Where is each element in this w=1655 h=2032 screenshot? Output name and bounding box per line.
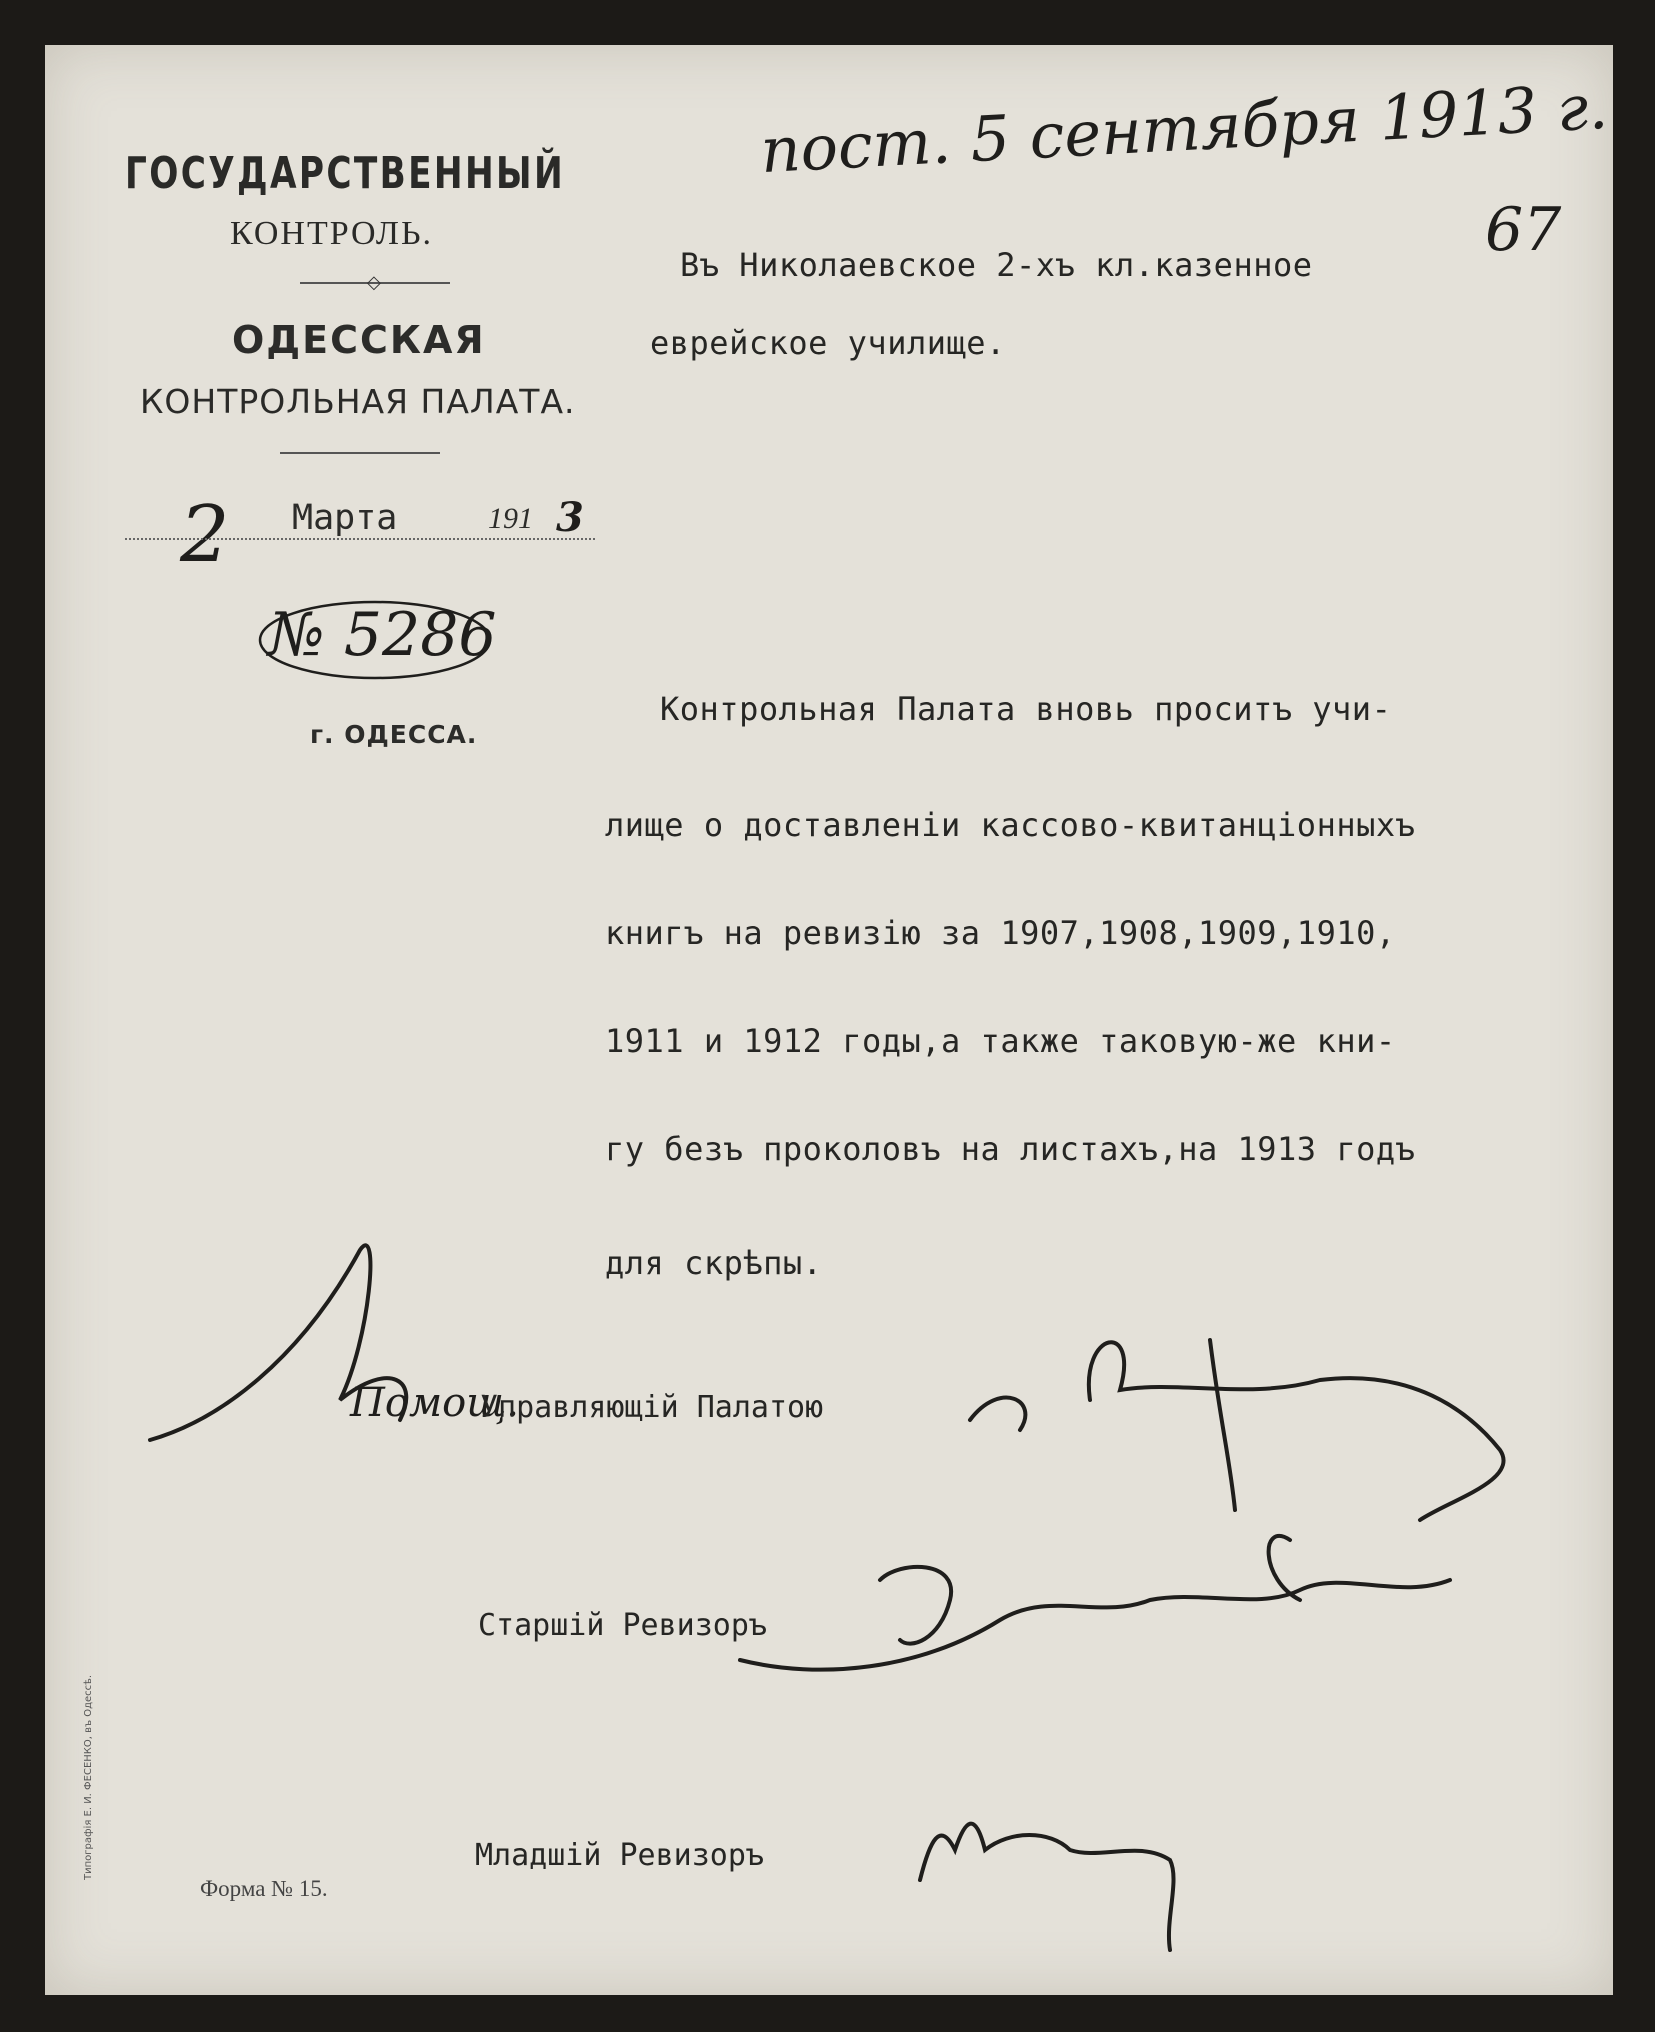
letterhead-rule-2 (280, 452, 440, 454)
body-line-1: Контрольная Палата вновь проситъ учи- (660, 690, 1392, 728)
document-number: № 5286 (268, 600, 497, 670)
body-line-6: для скрѣпы. (605, 1244, 823, 1282)
manager-prefix-handwritten: Помощ. (350, 1380, 519, 1426)
body-line-3: книгъ на ревизiю за 1907,1908,1909,1910, (605, 914, 1396, 952)
date-year-printed: 191 (488, 502, 533, 535)
diamond-ornament-icon: ◇ (367, 272, 381, 292)
city-label: г. ОДЕССА. (310, 720, 478, 749)
date-year-handwritten: 3 (556, 494, 584, 541)
manager-label: Управляющiй Палатою (480, 1390, 824, 1425)
printer-imprint: Типографiя Е. И. ФЕСЕНКО, въ Одессѣ. (83, 1674, 94, 1880)
address-line-1: Въ Николаевское 2-хъ кл.казенное (680, 246, 1313, 284)
letterhead-subtitle: КОНТРОЛЬ. (230, 215, 433, 252)
form-number: Форма № 15. (200, 1876, 328, 1901)
letterhead-chamber: КОНТРОЛЬНАЯ ПАЛАТА. (140, 382, 576, 421)
body-line-4: 1911 и 1912 годы,а также таковую-же кни- (605, 1022, 1396, 1060)
senior-auditor-label: Старшiй Ревизоръ (478, 1608, 767, 1643)
letterhead-title: ГОСУДАРСТВЕННЫЙ (125, 148, 566, 199)
body-line-2: лище о доставленiи кассово-квитанцiонныхъ (605, 806, 1416, 844)
letterhead-office: ОДЕССКАЯ (232, 318, 486, 362)
folio-number: 67 (1485, 195, 1562, 265)
date-dotted-line (125, 538, 595, 540)
date-month: Марта (292, 498, 398, 538)
junior-auditor-label: Младшiй Ревизоръ (475, 1838, 764, 1873)
date-day: 2 (180, 490, 230, 580)
handwritten-received-note: пост. 5 сентября 1913 г. (758, 69, 1610, 188)
body-line-5: гу безъ проколовъ на листахъ,на 1913 годъ (605, 1130, 1416, 1168)
address-line-2: еврейское училище. (650, 324, 1006, 362)
